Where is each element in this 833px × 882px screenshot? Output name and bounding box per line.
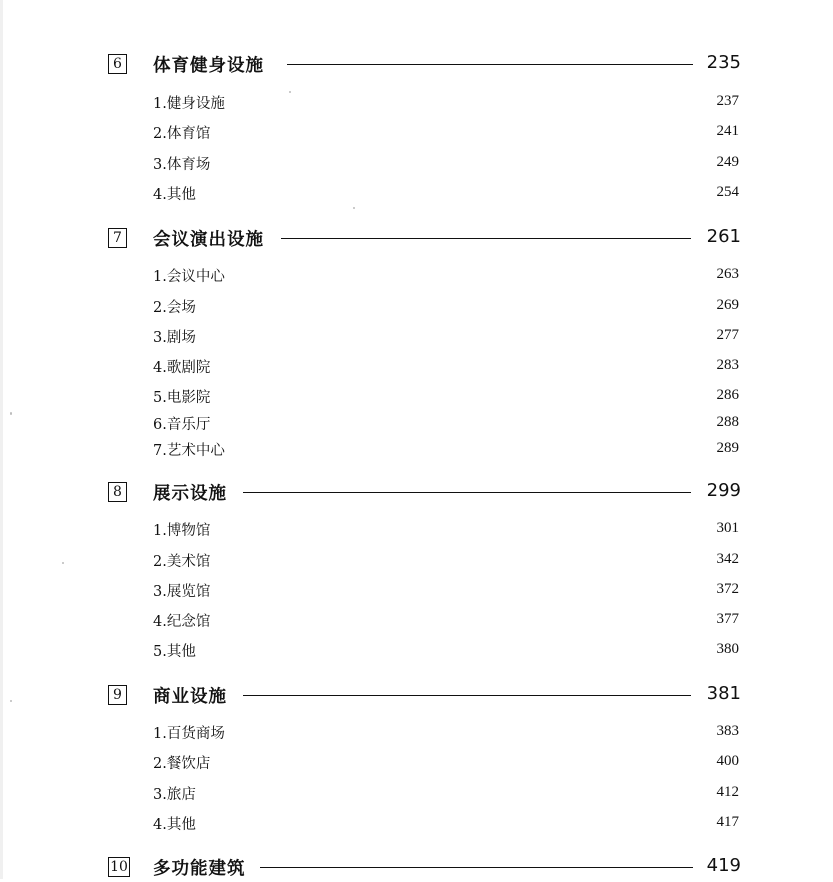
toc-entry[interactable]	[153, 153, 739, 173]
entry-page-number: 263	[716, 266, 739, 282]
entry-page-number: 289	[716, 440, 739, 456]
toc-entry[interactable]	[153, 296, 739, 316]
entry-title: 1.百货商场	[153, 726, 225, 742]
toc-entry[interactable]	[153, 386, 739, 406]
entry-title: 2.体育馆	[153, 126, 211, 142]
entry-page-number: 412	[716, 784, 739, 800]
chapter-page-number: 419	[706, 855, 741, 876]
toc-entry[interactable]	[153, 550, 739, 570]
scan-speck	[10, 700, 12, 702]
chapter-number-box: 10	[108, 857, 130, 877]
entry-page-number: 383	[716, 723, 739, 739]
entry-title: 2.会场	[153, 300, 196, 316]
entry-title: 4.纪念馆	[153, 614, 211, 630]
entry-page-number: 286	[716, 387, 739, 403]
toc-entry[interactable]	[153, 519, 739, 539]
entry-title: 3.旅店	[153, 787, 196, 803]
toc-entry[interactable]	[153, 813, 739, 833]
toc-entry[interactable]	[153, 752, 739, 772]
entry-title: 6.音乐厅	[153, 417, 211, 433]
toc-entry[interactable]	[153, 439, 739, 459]
chapter-number-box: 6	[108, 54, 127, 74]
entry-title: 3.剧场	[153, 330, 196, 346]
entry-title: 1.会议中心	[153, 269, 225, 285]
leader-rule	[243, 492, 691, 493]
chapter-number-box: 7	[108, 228, 127, 248]
entry-page-number: 288	[716, 414, 739, 430]
entry-page-number: 269	[716, 297, 739, 313]
entry-page-number: 249	[716, 154, 739, 170]
chapter-number-box: 9	[108, 685, 127, 705]
entry-title: 3.体育场	[153, 157, 211, 173]
chapter-title: 展示设施	[153, 484, 227, 504]
entry-title: 5.其他	[153, 644, 196, 660]
entry-title: 2.美术馆	[153, 554, 211, 570]
chapter-7-heading[interactable]	[108, 227, 741, 253]
toc-entry[interactable]	[153, 183, 739, 203]
chapter-title: 商业设施	[153, 687, 227, 707]
scan-speck	[10, 412, 12, 415]
toc-entry[interactable]	[153, 413, 739, 433]
chapter-8-heading[interactable]	[108, 481, 741, 507]
leader-rule	[287, 64, 693, 65]
chapter-6-heading[interactable]	[108, 53, 741, 79]
entry-page-number: 241	[716, 123, 739, 139]
chapter-title: 体育健身设施	[153, 56, 264, 76]
entry-page-number: 254	[716, 184, 739, 200]
toc-entry[interactable]	[153, 326, 739, 346]
toc-entry[interactable]	[153, 265, 739, 285]
toc-entry[interactable]	[153, 92, 739, 112]
leader-rule	[243, 695, 691, 696]
entry-title: 7.艺术中心	[153, 443, 225, 459]
entry-page-number: 277	[716, 327, 739, 343]
entry-title: 4.其他	[153, 817, 196, 833]
entry-page-number: 377	[716, 611, 739, 627]
entry-page-number: 380	[716, 641, 739, 657]
chapter-9-heading[interactable]	[108, 684, 741, 710]
toc-entry[interactable]	[153, 580, 739, 600]
toc-entry[interactable]	[153, 610, 739, 630]
chapter-title: 多功能建筑	[153, 859, 246, 879]
entry-page-number: 372	[716, 581, 739, 597]
toc-entry[interactable]	[153, 640, 739, 660]
scan-speck	[289, 91, 291, 93]
chapter-page-number: 299	[706, 480, 741, 501]
entry-page-number: 400	[716, 753, 739, 769]
leader-rule	[260, 867, 693, 868]
entry-title: 2.餐饮店	[153, 756, 211, 772]
entry-title: 1.博物馆	[153, 523, 211, 539]
entry-page-number: 342	[716, 551, 739, 567]
chapter-page-number: 235	[706, 52, 741, 73]
entry-page-number: 417	[716, 814, 739, 830]
entry-title: 1.健身设施	[153, 96, 225, 112]
chapter-number-box: 8	[108, 482, 127, 502]
toc-entry[interactable]	[153, 783, 739, 803]
chapter-page-number: 381	[706, 683, 741, 704]
scan-speck	[62, 562, 64, 564]
leader-rule	[281, 238, 691, 239]
entry-title: 3.展览馆	[153, 584, 211, 600]
toc-entry[interactable]	[153, 722, 739, 742]
entry-title: 4.歌剧院	[153, 360, 211, 376]
scan-speck	[353, 207, 355, 209]
chapter-10-heading[interactable]	[108, 856, 741, 882]
entry-title: 4.其他	[153, 187, 196, 203]
entry-page-number: 237	[716, 93, 739, 109]
chapter-page-number: 261	[706, 226, 741, 247]
toc-entry[interactable]	[153, 122, 739, 142]
entry-title: 5.电影院	[153, 390, 211, 406]
chapter-title: 会议演出设施	[153, 230, 264, 250]
entry-page-number: 301	[716, 520, 739, 536]
entry-page-number: 283	[716, 357, 739, 373]
toc-entry[interactable]	[153, 356, 739, 376]
